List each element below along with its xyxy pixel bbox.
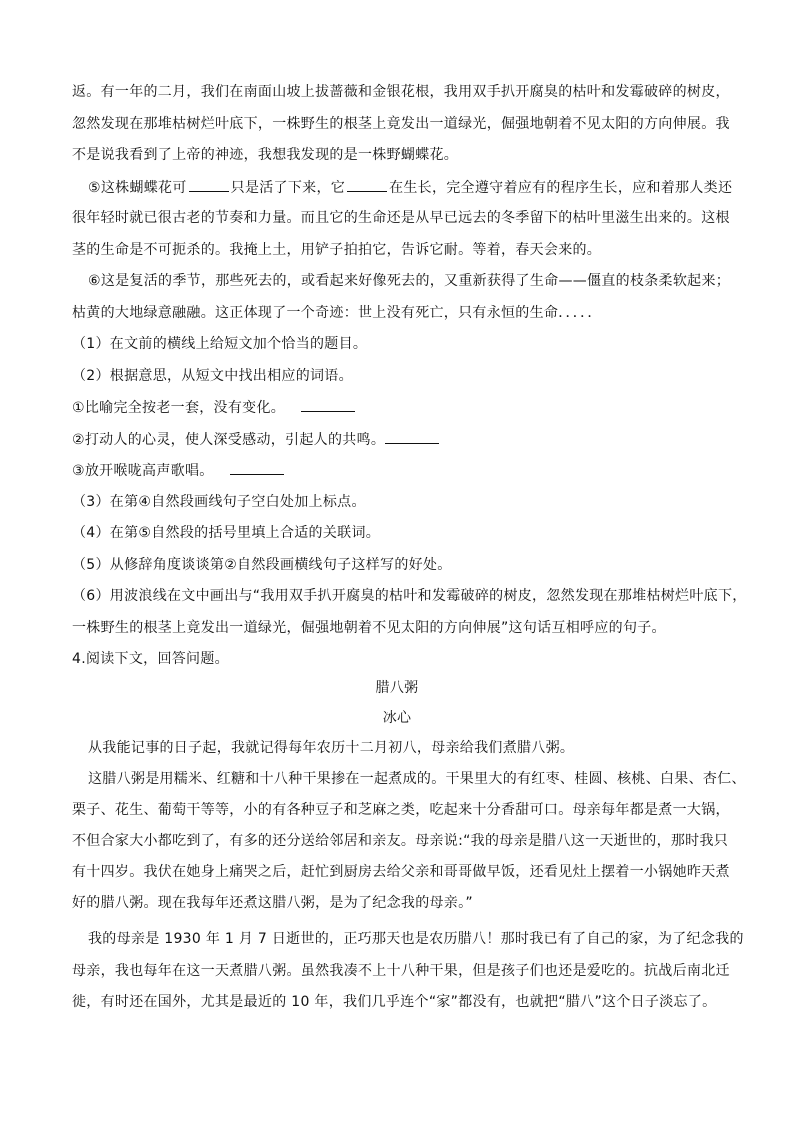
question-2-item-3 <box>72 460 732 481</box>
answer-blank-q2-3[interactable] <box>230 460 284 475</box>
answer-blank-q2-1[interactable] <box>301 397 355 412</box>
article-paragraph-2-line-1: 这腊八粥是用糯米、红糖和十八种干果掺在一起煮成的。干果里大的有红枣、桂圆、核桃、白果、杏仁、 <box>88 771 746 787</box>
paragraph-5-line-3: 茎的生命是不可扼杀的。我掩上土，用铲子拍拍它，告诉它耐。等着，春天会来的。 <box>72 242 602 258</box>
article-author: 冰心 <box>382 710 412 726</box>
question-6-line-2: 一株野生的根茎上竟发出一道绿光，倔强地朝着不见太阳的方向伸展”这句话互相呼应的句子。 <box>72 620 666 636</box>
question-2-item-1 <box>72 397 732 418</box>
paragraph-5-line-2: 很年轻时就已很古老的节奏和力量。而且它的生命还是从早已远去的冬季留下的枯叶里滋生出来的。这根 <box>72 210 730 226</box>
question-2-item-2-text: ②打动人的心灵，使人深受感动，引起人的共鸣。 <box>72 432 386 448</box>
paragraph-4-line-2: 忽然发现在那堆枯树烂叶底下，一株野生的根茎上竟发出一道绿光，倔强地朝着不见太阳的方向伸展。我 <box>72 116 730 132</box>
question-6-line-1: （6）用波浪线在文中画出与“我用双手扒开腐臭的枯叶和发霉破碎的树皮，忽然发现在那堆枯树烂叶底下， <box>72 588 747 604</box>
answer-blank-1[interactable] <box>189 177 229 192</box>
question-2-item-1-text: ①比喻完全按老一套，没有变化。 <box>72 400 286 416</box>
article-paragraph-2-line-5: 好的腊八粥。现在我每年还煮这腊八粥，是为了纪念我的母亲。” <box>72 895 473 911</box>
question-2-item-2 <box>72 429 732 450</box>
article-paragraph-2-line-3: 不但合家大小都吃到了，有多的还分送给邻居和亲友。母亲说:“我的母亲是腊八这一天逝世的，那时我只 <box>72 833 729 849</box>
article-title: 腊八粥 <box>375 680 419 696</box>
article-paragraph-3-line-3: 徙，有时还在国外，尤其是最近的 10 年，我们几乎连个“家”都没有，也就把“腊八”这个日子淡忘了。 <box>72 994 717 1010</box>
question-2-item-3-text: ③放开喉咙高声歌唱。 <box>72 463 214 479</box>
paragraph-5-text-b: 只是活了下来，它 <box>230 180 346 196</box>
question-2: （2）根据意思，从短文中找出相应的词语。 <box>72 368 353 384</box>
article-paragraph-2-line-4: 有十四岁。我伏在她身上痛哭之后，赶忙到厨房去给父亲和哥哥做早饭，还看见灶上摆着一小锅她昨天煮 <box>72 864 730 880</box>
paragraph-6-line-2: 枯黄的大地绿意融融。这正体现了一个奇迹：世上没有死亡，只有永恒的生命．．．．． <box>72 305 602 321</box>
question-4: （4）在第⑤自然段的括号里填上合适的关联词。 <box>72 525 381 541</box>
article-paragraph-3-line-1: 我的母亲是 1930 年 1 月 7 日逝世的，正巧那天也是农历腊八！那时我已有了自己的家，为了纪念我的 <box>88 931 744 947</box>
paragraph-5-text-a: ⑤这株蝴蝶花可 <box>88 180 187 196</box>
article-paragraph-3-line-2: 母亲，我也每年在这一天煮腊八粥。虽然我凑不上十八种干果，但是孩子们也还是爱吃的。抗战后南北迁 <box>72 963 730 979</box>
question-3: （3）在第④自然段画线句子空白处加上标点。 <box>72 494 366 510</box>
article-paragraph-2-line-2: 栗子、花生、葡萄干等等，小的有各种豆子和芝麻之类，吃起来十分香甜可口。母亲每年都是煮一大锅， <box>72 802 730 818</box>
paragraph-4-line-1: 返。有一年的二月，我们在南面山坡上拔蔷薇和金银花根，我用双手扒开腐臭的枯叶和发霉破碎的树皮， <box>72 84 730 100</box>
paragraph-4-line-3: 不是说我看到了上帝的神迹，我想我发现的是一株野蝴蝶花。 <box>72 147 459 163</box>
section-4-instruction: 4.阅读下文，回答问题。 <box>72 651 229 667</box>
paragraph-5-text-c: 在生长，完全遵守着应有的程序生长，应和着那人类还 <box>389 180 733 196</box>
paragraph-5-line-1 <box>88 177 748 198</box>
answer-blank-q2-2[interactable] <box>385 429 439 444</box>
question-5: （5）从修辞角度谈谈第②自然段画横线句子这样写的好处。 <box>72 557 452 573</box>
answer-blank-2[interactable] <box>347 177 387 192</box>
question-1: （1）在文前的横线上给短文加个恰当的题目。 <box>72 336 368 352</box>
paragraph-6-line-1: ⑥这是复活的季节，那些死去的，或看起来好像死去的，又重新获得了生命——僵直的枝条柔软起来； <box>88 273 731 289</box>
article-paragraph-1: 从我能记事的日子起，我就记得每年农历十二月初八，母亲给我们煮腊八粥。 <box>88 740 575 756</box>
